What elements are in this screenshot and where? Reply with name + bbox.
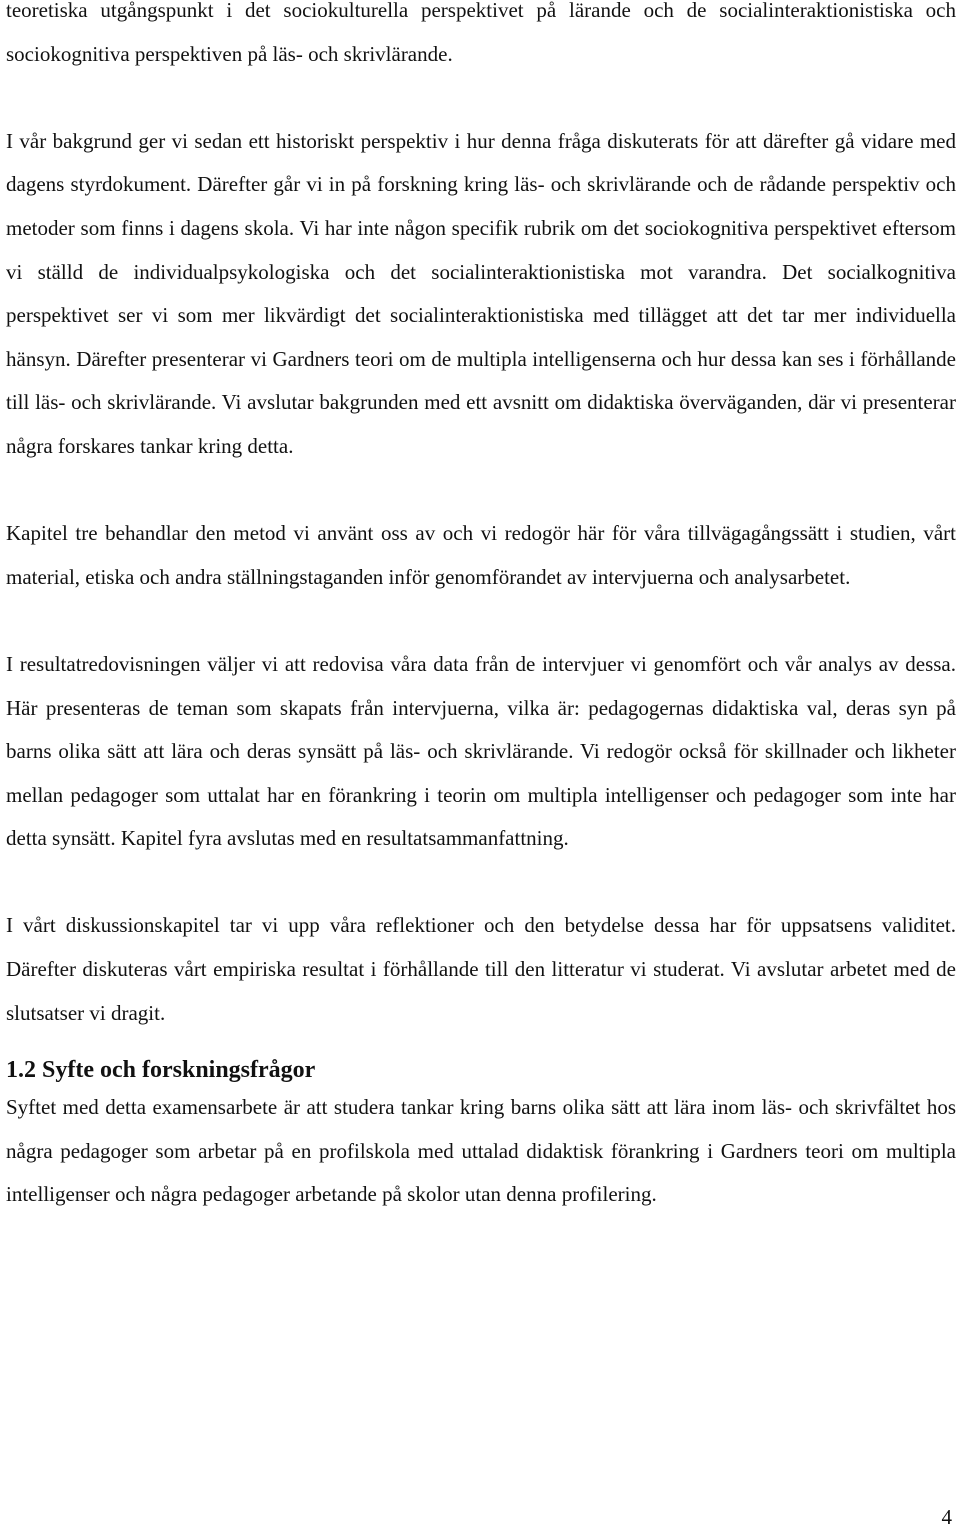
paragraph-gap <box>6 599 956 643</box>
paragraph-purpose: Syftet med detta examensarbete är att studera tankar kring barns olika sätt att lära inom läs- och skrivfältet hos några pedagoger som arbetar på en profilskola med uttalad didaktisk förankring i Gardners teori om multipla intelligenser och några pedagoger arbetande på skolor utan denna profilering. <box>6 1095 956 1207</box>
paragraph-background-overview: I vår bakgrund ger vi sedan ett historiskt perspektiv i hur denna fråga diskuterats för att därefter gå vidare med dagens styrdokument. Därefter går vi in på forskning kring läs- och skrivlärande och de rådande perspektiv och metoder som finns i dagens skola. Vi har inte någon specifik rubrik om det sociokognitiva perspektivet eftersom vi ställd de individualpsykologiska och det socialinteraktionistiska mot varandra. Det socialkognitiva perspektivet ser vi som mer likvärdigt det socialinteraktionistiska med tillägget att det tar mer individuella hänsyn. Därefter presenterar vi Gardners teori om de multipla intelligenserna och hur dessa kan ses i förhållande till läs- och skrivlärande. Vi avslutar bakgrunden med ett avsnitt om didaktiska överväganden, där vi presenterar några forskares tankar kring detta. <box>6 128 956 458</box>
paragraph-gap <box>6 861 956 905</box>
section-number: 1.2 <box>6 1057 36 1084</box>
page-number: 4 <box>941 1505 952 1529</box>
paragraph-gap <box>6 469 956 513</box>
document-page <box>6 0 956 1217</box>
paragraph-theoretical-starting-point: teoretiska utgångspunkt i det sociokulturella perspektivet på lärande och de socialinteraktionistiska och sociokognitiva perspektiven på läs- och skrivlärande. <box>6 0 956 66</box>
paragraph-results-presentation: I resultatredovisningen väljer vi att redovisa våra data från de intervjuer vi genomfört och vår analys av dessa. Här presenteras de teman som skapats från intervjuerna, vilka är: pedagogernas didaktiska val, deras syn på barns olika sätt att lära och deras synsätt på läs- och skrivlärande. Vi redogör också för skillnader och likheter mellan pedagoger som uttalat har en förankring i teorin om multipla intelligenser och pedagoger som inte har detta synsätt. Kapitel fyra avslutas med en resultatsammanfattning. <box>6 651 956 851</box>
section-title: Syfte och forskningsfrågor <box>42 1057 316 1084</box>
paragraph-discussion-chapter: I vårt diskussionskapitel tar vi upp våra reflektioner och den betydelse dessa har för uppsatsens validitet. Därefter diskuteras vårt empiriska resultat i förhållande till den litteratur vi studerat. Vi avslutar arbetet med de slutsatser vi dragit. <box>6 913 956 1025</box>
section-heading <box>6 1054 956 1086</box>
paragraph-chapter-three: Kapitel tre behandlar den metod vi använt oss av och vi redogör här för våra tillvägagångssätt i studien, vårt material, etiska och andra ställningstaganden inför genomförandet av intervjuerna och analysarbetet. <box>6 521 956 589</box>
paragraph-gap <box>6 76 956 120</box>
